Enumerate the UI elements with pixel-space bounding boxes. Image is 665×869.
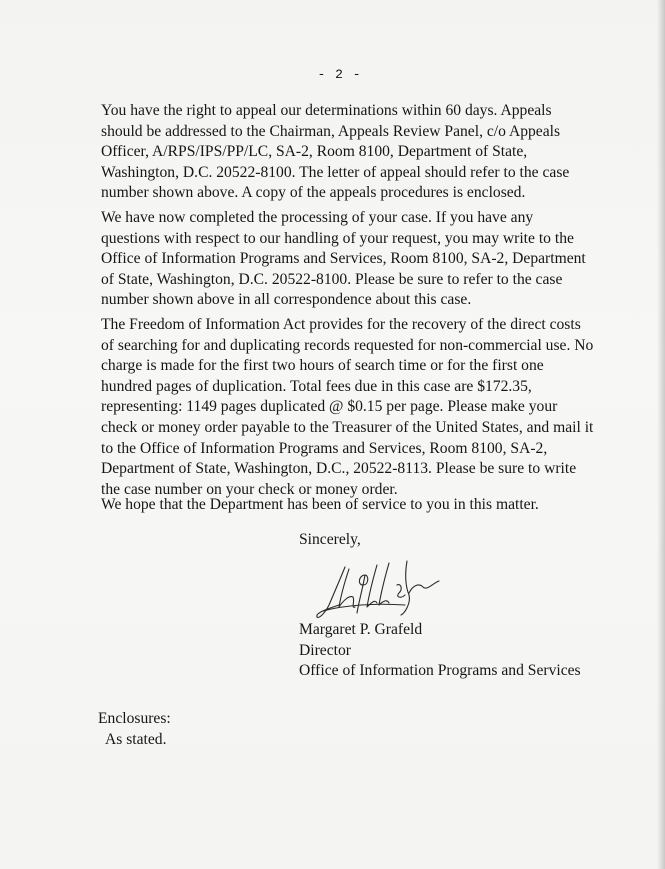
paragraph-line: Office of Information Programs and Services, Room 8100, SA-2, Department [101, 250, 586, 268]
paragraph-line: number shown above. A copy of the appeals procedures is enclosed. [101, 184, 526, 202]
enclosures-block [98, 709, 171, 750]
page-number: - 2 - [317, 67, 362, 82]
signer-name: Margaret P. Grafeld [299, 621, 423, 638]
enclosures-label: Enclosures: [98, 710, 171, 727]
paragraph-line: number shown above in all correspondence about this case. [101, 291, 472, 309]
paragraph-line: check or money order payable to the Treasurer of the United States, and mail it [101, 418, 594, 436]
paragraph-line: should be addressed to the Chairman, Appeals Review Panel, c/o Appeals [101, 122, 561, 140]
paragraph-line: You have the right to appeal our determinations within 60 days. Appeals [101, 102, 552, 119]
paragraph-line: The Freedom of Information Act provides for the recovery of the direct costs [101, 316, 581, 333]
paragraph-case-completed [101, 208, 606, 311]
handwritten-signature [305, 555, 455, 625]
paragraph-line: Washington, D.C. 20522-8100. The letter of appeal should refer to the case [101, 163, 570, 181]
paragraph-line: Officer, A/RPS/IPS/PP/LC, SA-2, Room 8100, Department of State, [101, 143, 528, 161]
closing-salutation: Sincerely, [299, 531, 361, 548]
enclosures-value: As stated. [105, 730, 167, 748]
paragraph-line: of searching for and duplicating records requested for non-commercial use. No [101, 336, 594, 354]
paragraph-line: the case number on your check or money order. [101, 480, 398, 498]
signer-title: Director [299, 641, 351, 659]
paragraph-line: We have now completed the processing of your case. If you have any [101, 209, 534, 226]
signer-office: Office of Information Programs and Services [299, 662, 581, 680]
paragraph-line: charge is made for the first two hours of search time or for the first one [101, 357, 544, 375]
paragraph-service [101, 495, 606, 516]
paragraph-fees [101, 315, 606, 500]
paragraph-line: We hope that the Department has been of service to you in this matter. [101, 496, 539, 513]
paragraph-appeal-rights [101, 101, 606, 204]
paragraph-line: of State, Washington, D.C. 20522-8100. Please be sure to refer to the case [101, 270, 563, 288]
paragraph-line: questions with respect to our handling of your request, you may write to the [101, 229, 574, 247]
paragraph-line: Department of State, Washington, D.C., 20522-8113. Please be sure to write [101, 460, 577, 478]
signer-block [299, 620, 581, 682]
paragraph-line: representing: 1149 pages duplicated @ $0.15 per page. Please make your [101, 398, 558, 416]
paragraph-line: to the Office of Information Programs and Services, Room 8100, SA-2, [101, 439, 548, 457]
paragraph-line: hundred pages of duplication. Total fees due in this case are $172.35, [101, 377, 532, 395]
scan-edge-shadow [657, 0, 665, 869]
